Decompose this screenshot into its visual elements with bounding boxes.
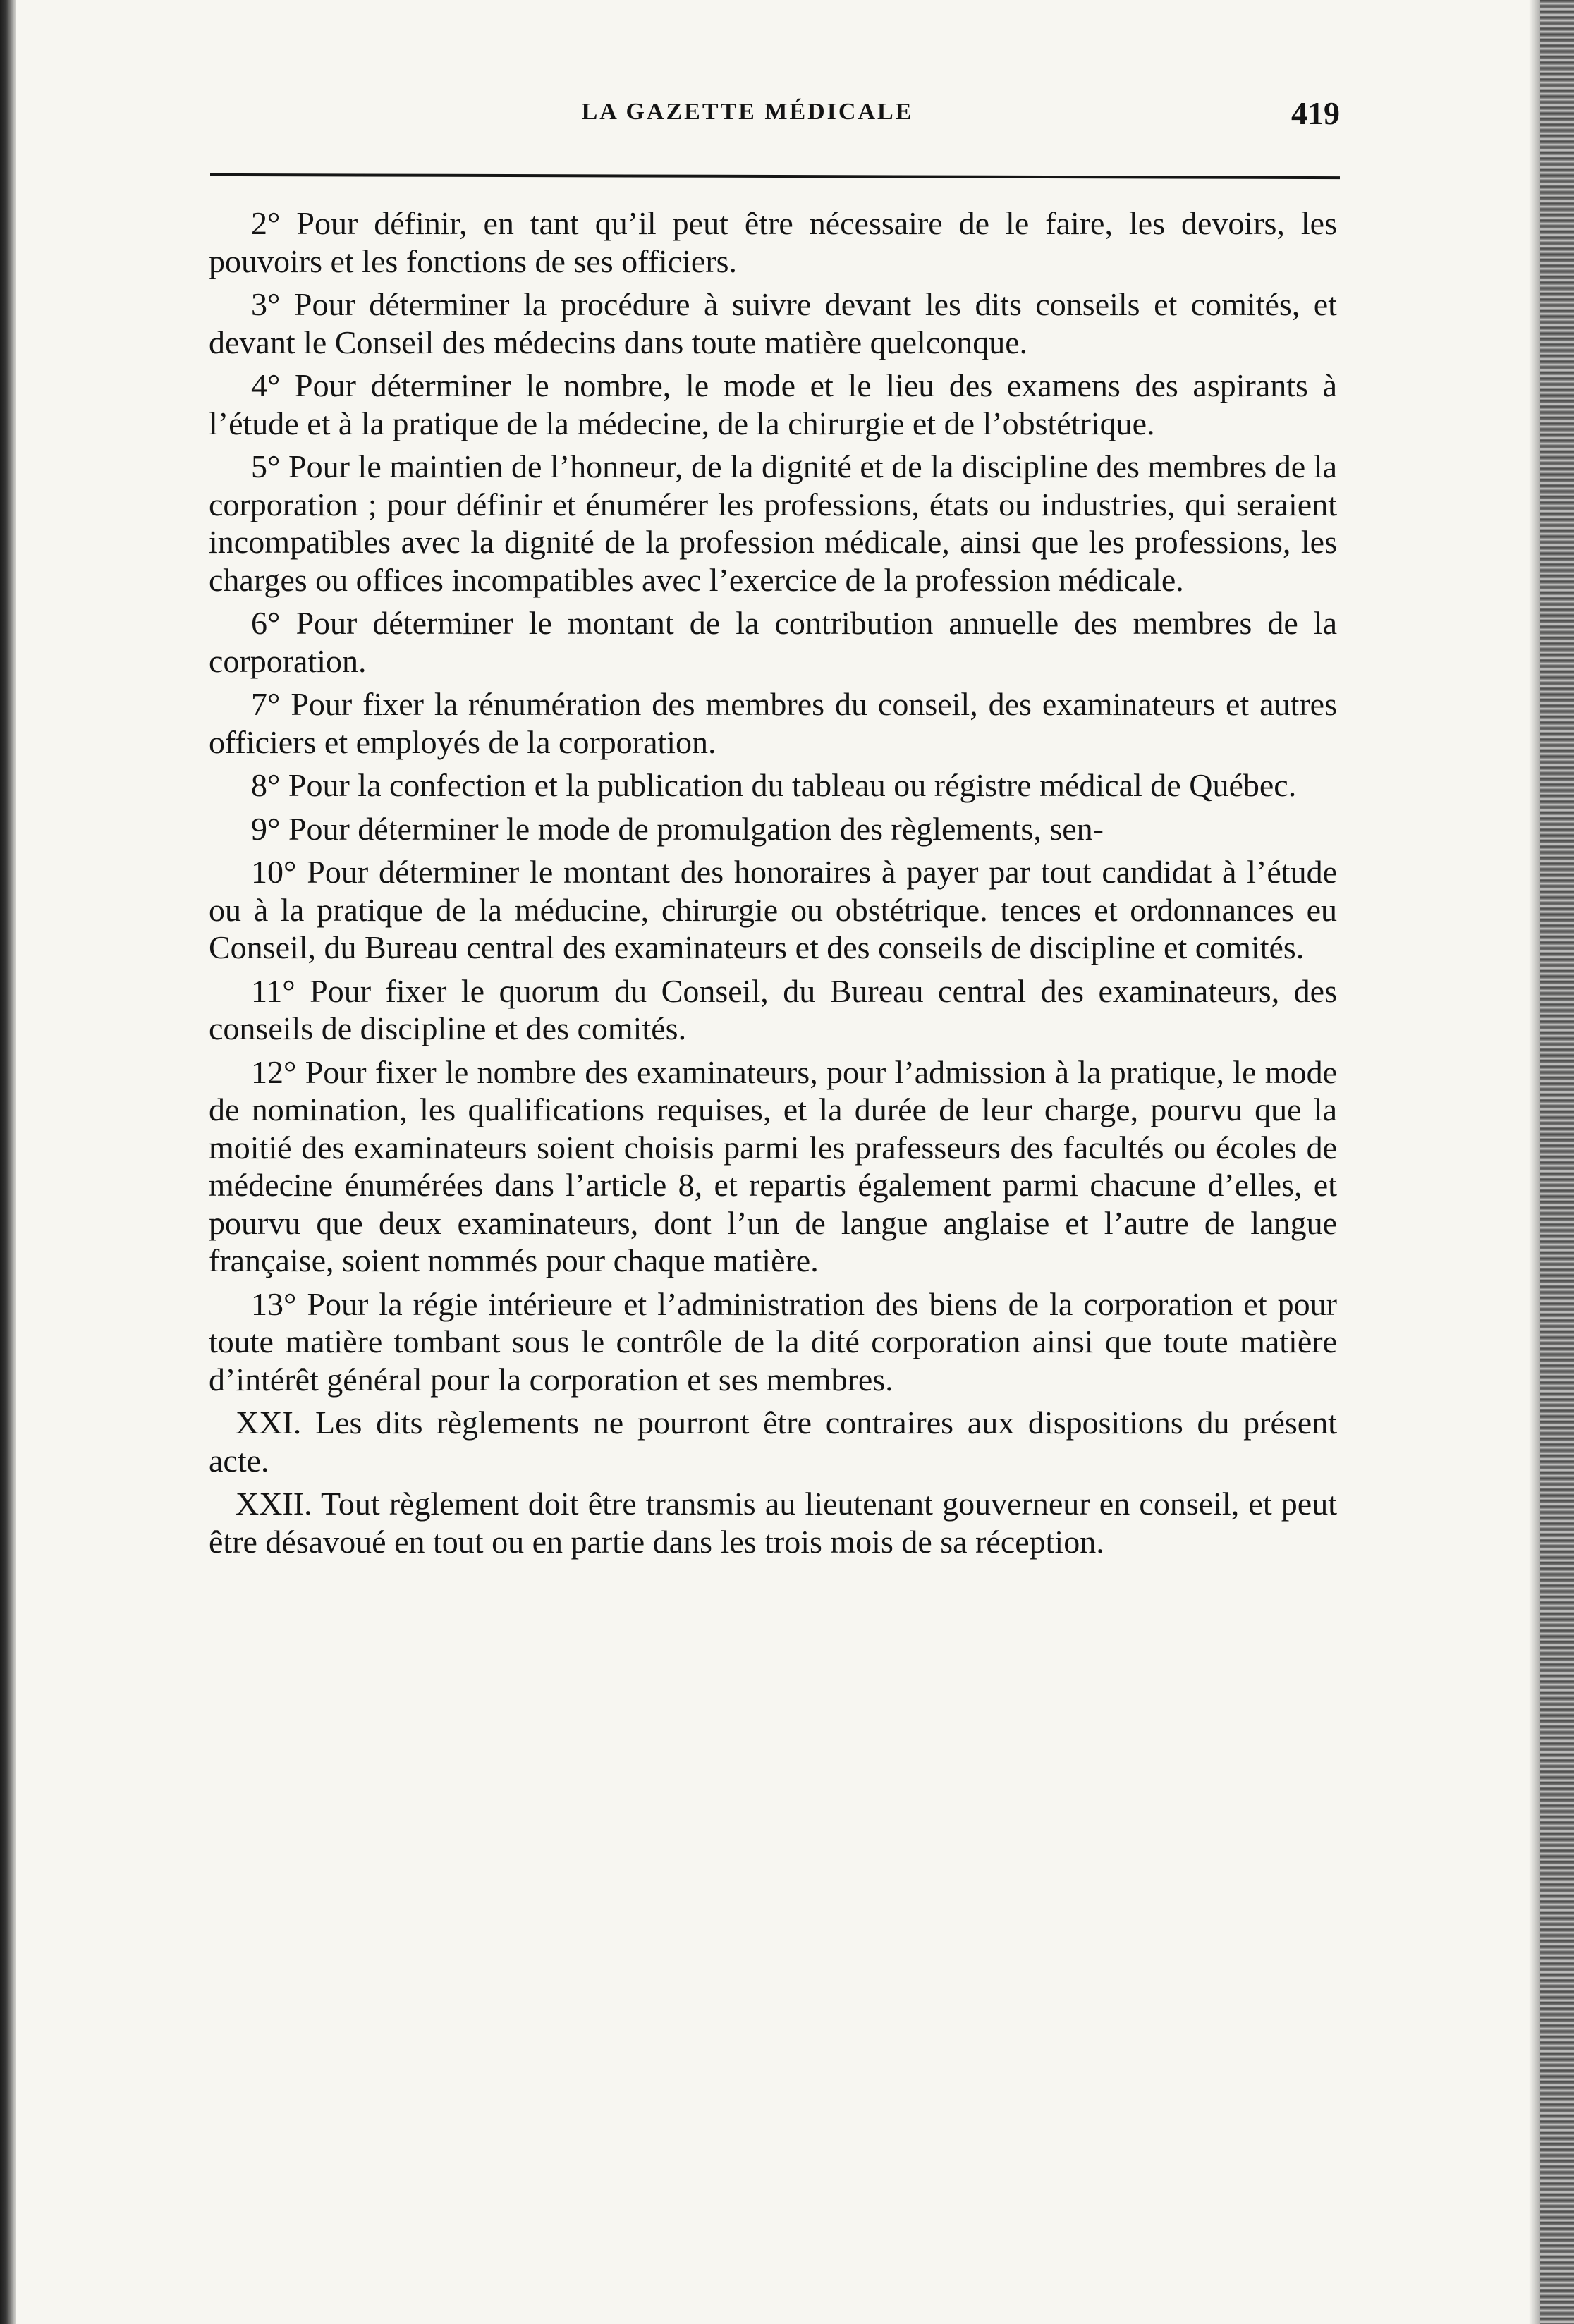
body-text: [209, 204, 1337, 1566]
page-number: 419: [1291, 95, 1340, 131]
article-xxi: XXI. Les dits règlements ne pourront être contraires aux dispositions du présent acte.: [209, 1405, 1337, 1479]
paragraph-item-9: 9° Pour déterminer le mode de promulgation des règlements, sen-: [251, 810, 1104, 847]
paragraph-item-5: 5° Pour le maintien de l’honneur, de la dignité et de la discipline des membres de la corporation ; pour définir et énumérer les professions, états ou industries, qui seraient incompatibles avec la dignité de la profession médicale, ainsi que les professions, les charges ou offices incompatibles avec l’exercice de la profession médicale.: [209, 448, 1337, 598]
scan-left-edge: [0, 0, 16, 2324]
article-xxii: XXII. Tout règlement doit être transmis au lieutenant gouverneur en conseil, et peut être désavoué en tout ou en partie dans les trois mois de sa réception.: [209, 1486, 1337, 1560]
paragraph-item-4: 4° Pour déterminer le nombre, le mode et le lieu des examens des aspirants à l’étude et à la pratique de la médecine, de la chirurgie et de l’obstétrique.: [209, 367, 1337, 441]
paragraph-item-8: 8° Pour la confection et la publication du tableau ou régistre médical de Québec.: [251, 767, 1297, 803]
paragraph-item-7: 7° Pour fixer la rénumération des membres du conseil, des examinateurs et autres officiers et employés de la corporation.: [209, 686, 1337, 760]
scan-right-edge: [1540, 0, 1574, 2324]
paragraph-item-2: 2° Pour définir, en tant qu’il peut être nécessaire de le faire, les devoirs, les pouvoirs et les fonctions de ses officiers.: [209, 205, 1337, 279]
paragraph-item-12: 12° Pour fixer le nombre des examinateurs, pour l’admission à la pratique, le mode de nomination, les qualifications requises, et la durée de leur charge, pourvu que la moitié des examinateurs soient choisis parmi les prafesseurs des facultés ou écoles de médecine énumérées dans l’article 8, et repartis également parmi chacune d’elles, et pourvu que deux examinateurs, dont l’un de langue anglaise et l’autre de langue française, soient nommés pour chaque matière.: [209, 1053, 1337, 1278]
paragraph-item-10: 10° Pour déterminer le montant des honoraires à payer par tout candidat à l’étude ou à la pratique de la méducine, chirurgie ou obstétrique. tences et ordonnances eu Conseil, du Bureau central des examinateurs et des conseils de discipline et comités.: [209, 854, 1337, 965]
scan-right-shadow: [1529, 0, 1540, 2324]
paragraph-item-6: 6° Pour déterminer le montant de la contribution annuelle des membres de la corporation.: [209, 605, 1337, 679]
running-head: [212, 95, 1340, 148]
running-title: LA GAZETTE MÉDICALE: [581, 99, 914, 125]
paragraph-item-13: 13° Pour la régie intérieure et l’administration des biens de la corporation et pour toute matière tombant sous le contrôle de la dité corporation ainsi que toute matière d’intérêt général pour la corporation et ses membres.: [209, 1285, 1337, 1398]
header-rule: [210, 173, 1340, 179]
paragraph-item-3: 3° Pour déterminer la procédure à suivre devant les dits conseils et comités, et devant le Conseil des médecins dans toute matière quelconque.: [209, 286, 1337, 360]
paragraph-item-11: 11° Pour fixer le quorum du Conseil, du Bureau central des examinateurs, des conseils de discipline et des comités.: [209, 972, 1337, 1046]
